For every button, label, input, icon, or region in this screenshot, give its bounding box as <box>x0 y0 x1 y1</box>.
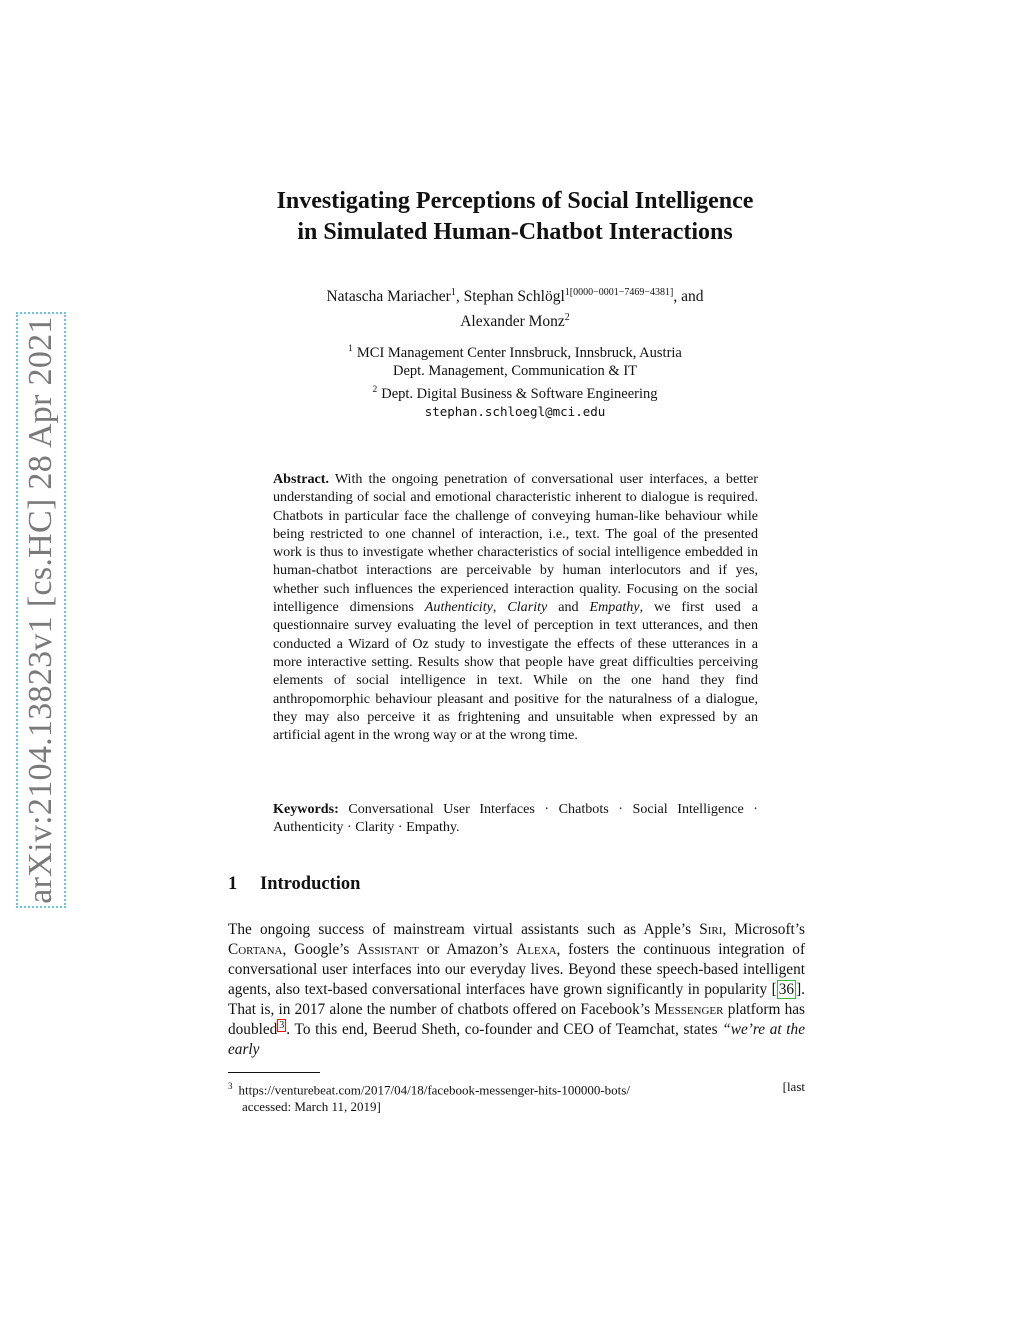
title-line-1: Investigating Perceptions of Social Intelligence <box>276 188 754 214</box>
author-2: Stephan Schlögl <box>463 288 565 306</box>
dimension-empathy: Empathy <box>589 599 640 616</box>
abstract-and: and <box>558 599 579 616</box>
keywords-label: Keywords: <box>273 801 339 817</box>
footnote-url[interactable]: https://venturebeat.com/2017/04/18/facebook-messenger-hits-100000-bots/ <box>238 1082 630 1098</box>
author-and: , and <box>673 288 704 306</box>
author-2-orcid: 1[0000−0001−7469−4381] <box>564 287 674 298</box>
affil-2-line: Dept. Digital Business & Software Engineering <box>381 385 658 402</box>
contact-email[interactable]: stephan.schloegl@mci.edu <box>424 404 606 420</box>
footnote <box>228 1078 805 1115</box>
section-number: 1 <box>228 874 238 894</box>
abstract-text-2: , we first used a questionnaire survey evaluating the level of perception in text utterances, and then conducted a Wizard of Oz study to investigate the effects of these utterances in a more interactive setting. Results show that people have great difficulties perceiving elements of social intelligence in text. While on the one hand they find anthropomorphic behaviour pleasant and positive for the naturalness of a dialogue, they may also perceive it as frightening and unsuitable when expressed by an artificial agent in the wrong way or at the wrong time. <box>273 599 759 744</box>
dimension-authenticity: Authenticity <box>424 599 493 616</box>
product-alexa: Alexa <box>516 941 557 958</box>
citation-link[interactable]: 36 <box>778 981 795 998</box>
product-siri: Siri <box>699 921 723 938</box>
intro-text: , Microsoft’s <box>722 921 806 938</box>
abstract-label: Abstract. <box>273 471 329 487</box>
abstract-text-1: With the ongoing penetration of conversational user interfaces, a better understanding of social and emotional characteristic inherent to dialogue is required. Chatbots in particular face the challenge of conveying human-like behaviour while being restricted to one channel of interaction, i.e., text. The goal of the presented work is thus to investigate whether characteristics of social intelligence embedded in human-chatbot interactions are perceivable by human interlocutors and if yes, whether such influences the experienced interaction quality. Focusing on the social intelligence dimensions <box>273 471 758 616</box>
intro-text: . To this end, Beerud Sheth, co-founder and CEO of Teamchat, states <box>286 1021 718 1038</box>
affil-1-mark: 1 <box>348 344 353 354</box>
intro-text: platform has doubled <box>228 1001 805 1038</box>
dimension-clarity: Clarity <box>507 599 548 616</box>
intro-text: . That is, in 2017 alone the number of chatbots offered on Facebook’s <box>228 981 805 1018</box>
product-cortana: Cortana <box>228 941 283 958</box>
abstract-comma: , <box>492 599 497 616</box>
affil-1-line: MCI Management Center Innsbruck, Innsbruck, Austria <box>356 344 682 361</box>
paper-title <box>180 186 850 248</box>
footnote-link[interactable]: 3 <box>279 1019 285 1031</box>
author-1: Natascha Mariacher <box>326 288 451 306</box>
footnote-accessed: accessed: March 11, 2019] <box>242 1099 381 1115</box>
affil-2-mark: 2 <box>372 384 378 395</box>
affil-1-dept: Dept. Management, Communication & IT <box>392 363 638 380</box>
arxiv-identifier: arXiv:2104.13823v1 [cs.HC] 28 Apr 2021 <box>22 316 59 904</box>
author-list: Natascha Mariacher$^1$, Stephan Schlögl$^{1[0000-0001-7469-4381]}$, and Alexander Monz$^2$ <box>326 287 704 331</box>
section-heading <box>228 874 360 895</box>
product-assistant: Assistant <box>357 941 419 958</box>
keywords <box>273 800 758 837</box>
author-1-affil: 1 <box>450 287 456 298</box>
arxiv-stamp <box>16 312 66 908</box>
section-title: Introduction <box>260 874 361 894</box>
footnote-divider <box>228 1072 320 1073</box>
author-3: Alexander Monz <box>460 313 565 331</box>
intro-text: , Google’s <box>282 941 350 958</box>
author-3-affil: 2 <box>564 312 570 324</box>
title-line-2: in Simulated Human-Chatbot Interactions <box>297 219 733 245</box>
footnote-mark: 3 <box>228 1081 233 1091</box>
abstract <box>273 470 758 744</box>
product-messenger: Messenger <box>654 1001 724 1018</box>
affiliations <box>180 340 850 422</box>
intro-text: or Amazon’s <box>426 941 509 958</box>
footnote-last: [last <box>782 1079 805 1094</box>
intro-text: , fosters the continuous integration of conversational user interfaces into our everyday lives. Beyond these speech-based intelligent agents, also text-based conversational interfaces have grown significantly in popularity <box>228 941 806 998</box>
intro-paragraph: The ongoing success of mainstream virtual assistants such as Apple’s Siri, Microsoft’s Cortana, Google’s Assistant or Amazon’s Alexa, fosters the continuous integration of conversational user interfaces into our everyday lives. Beyond these speech-based intelligent agents, also text-based conversational interfaces have grown significantly in popularity [ 36 ]. That is, in 2017 alone the number of chatbots offered on Facebook’s Messenger platform has doubled $^3$ . To this end, Beerud Sheth, co-founder and CEO of Teamchat, states “we’re at the early <box>228 921 806 1058</box>
keywords-text: Conversational User Interfaces · Chatbots · Social Intelligence · Authenticity · Clarity · Empathy. <box>273 801 758 836</box>
intro-quote: “we’re at the early <box>228 1021 805 1058</box>
intro-text: The ongoing success of mainstream virtual assistants such as Apple’s <box>228 921 692 938</box>
